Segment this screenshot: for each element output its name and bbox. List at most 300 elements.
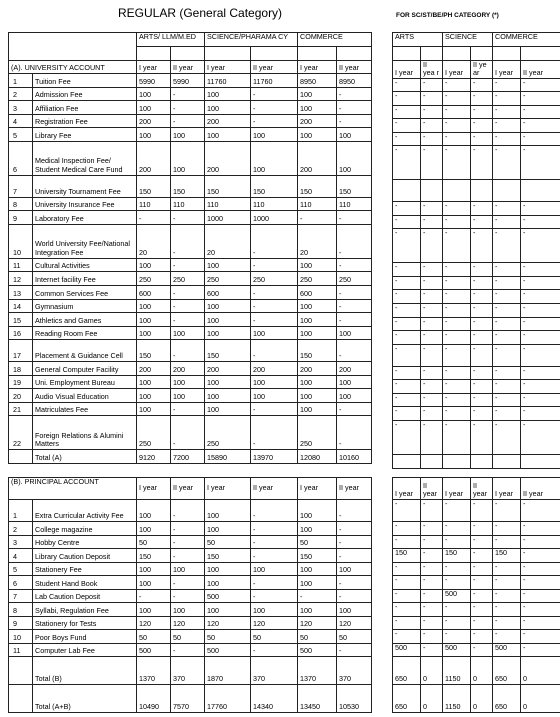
side-value: - [393,576,421,590]
side-value: - [421,616,443,630]
side-value: - [443,630,471,644]
side-group-header: SCIENCE [443,33,493,47]
table-row [9,101,372,115]
side-value: - [521,276,560,290]
blank-cell [471,47,493,61]
fee-value: 100 [171,562,205,576]
year-header: II year [251,478,298,500]
side-total-value: 650 [393,657,421,685]
side-value: - [521,105,560,119]
row-number: 1 [9,74,33,88]
fee-value: 120 [251,616,298,630]
side-value: - [493,562,521,576]
total-value: 10160 [337,450,372,464]
side-value: - [421,603,443,617]
fee-name: Extra Curricular Activity Fee [33,500,137,522]
side-value: - [521,603,560,617]
fee-value: 600 [205,285,251,299]
side-value: - [393,105,421,119]
blank-cell [171,47,205,61]
fee-value: - [171,500,205,522]
total-value: 7570 [171,685,205,713]
fee-value: 100 [205,326,251,340]
fee-name: Poor Boys Fund [33,630,137,644]
total-value: 1370 [298,657,337,685]
side-value: - [493,616,521,630]
page-title: REGULAR (General Category) [118,6,283,20]
table-row [9,141,372,175]
section-title: (A). UNIVERSITY ACCOUNT [9,60,137,74]
fee-value: - [137,589,171,603]
fee-value: 500 [137,643,171,657]
total-value: 7200 [171,450,205,464]
table-row [9,285,372,299]
fee-value: - [251,258,298,272]
side-value: - [493,146,521,180]
fee-value: 5990 [137,74,171,88]
side-value: - [421,407,443,421]
side-total-value: 0 [471,657,493,685]
fee-value: 100 [298,299,337,313]
fee-value: 100 [298,101,337,115]
fee-value: - [171,114,205,128]
fee-name: College magazine [33,522,137,536]
table-row [393,276,560,290]
side-value: - [421,202,443,216]
side-value: - [471,215,493,229]
fee-value: - [251,340,298,362]
fee-value: 120 [171,616,205,630]
side-value [521,180,560,202]
side-value: - [393,500,421,522]
blank-cell [421,47,443,61]
table-row [9,535,372,549]
fee-value: - [251,589,298,603]
side-value: - [393,380,421,394]
side-value: - [421,304,443,318]
side-value [471,180,493,202]
side-value: - [521,380,560,394]
table-row [9,643,372,657]
side-value: - [471,78,493,92]
fee-value: 100 [137,522,171,536]
side-value: - [393,393,421,407]
side-value: - [521,215,560,229]
side-value: - [393,535,421,549]
side-value: - [443,304,471,318]
table-row [393,380,560,394]
year-header: I year [137,478,171,500]
side-value: - [521,630,560,644]
row-number: 12 [9,272,33,286]
fee-value: - [337,402,372,416]
fee-value: 100 [298,389,337,403]
fee-value: 100 [171,141,205,175]
table-row [393,47,560,61]
fee-value: - [337,258,372,272]
side-value: - [421,78,443,92]
fee-name: Stationery Fee [33,562,137,576]
side-value: - [471,603,493,617]
fee-value: 250 [137,416,171,450]
total-value: 13450 [298,685,337,713]
side-value: 500 [443,589,471,603]
table-row [393,589,560,603]
table-row [9,74,372,88]
fee-value: - [337,87,372,101]
fee-value: 200 [337,362,372,376]
side-total-value: 0 [421,685,443,713]
row-number: 5 [9,562,33,576]
fee-value: - [298,211,337,225]
table-row [9,549,372,563]
fee-value: - [251,87,298,101]
fee-value: 100 [171,128,205,142]
side-value: - [471,276,493,290]
side-year-header: II year [521,60,560,78]
table-row [9,299,372,313]
blank-cell [251,47,298,61]
side-value: - [493,317,521,331]
side-value: - [471,92,493,106]
fee-value: 100 [251,128,298,142]
side-value: - [521,522,560,536]
fee-value: 200 [251,362,298,376]
fee-value: 1000 [251,211,298,225]
fee-value: - [171,522,205,536]
blank-cell [137,47,171,61]
row-number: 8 [9,603,33,617]
side-value: - [421,331,443,345]
fee-value: 100 [298,603,337,617]
side-value: - [521,407,560,421]
fee-value: 50 [205,535,251,549]
side-value: - [443,522,471,536]
fee-value: 100 [298,87,337,101]
group-header: ARTS/ LLM/M.ED [137,33,205,47]
fee-value: 50 [251,630,298,644]
side-value: - [393,317,421,331]
table-row [393,215,560,229]
row-number: 15 [9,313,33,327]
fee-value: 150 [298,175,337,197]
side-value: - [443,500,471,522]
side-value: - [421,643,443,657]
blank-cell [9,450,33,464]
table-row [9,114,372,128]
table-row [9,478,372,500]
fee-value: - [171,643,205,657]
table-row [9,60,372,74]
fee-value: 150 [337,175,372,197]
side-value: - [521,146,560,180]
fee-value: 200 [137,141,171,175]
side-value: - [421,576,443,590]
side-value: - [493,119,521,133]
fee-value: 100 [298,326,337,340]
side-value: - [471,420,493,454]
fee-value: 100 [171,389,205,403]
side-value: - [521,576,560,590]
fee-name: Admission Fee [33,87,137,101]
side-value: - [443,146,471,180]
fee-value: 100 [298,313,337,327]
side-value: - [521,290,560,304]
fee-value: 100 [298,562,337,576]
fee-value: 200 [205,362,251,376]
side-value: 150 [493,549,521,563]
fee-name: University Tournament Fee [33,175,137,197]
side-value: - [393,522,421,536]
side-value: - [393,331,421,345]
blank-cell [337,47,372,61]
side-year-header: II yea r [421,60,443,78]
fee-value: - [298,589,337,603]
side-value: - [521,132,560,146]
fee-value: - [251,549,298,563]
table-row [9,616,372,630]
side-value: - [493,92,521,106]
side-value: - [393,215,421,229]
row-number: 4 [9,549,33,563]
fee-value: 100 [205,101,251,115]
side-value: - [493,420,521,454]
fee-name: Cultural Activities [33,258,137,272]
fee-value: - [337,500,372,522]
side-value: - [493,500,521,522]
fee-value: 100 [171,603,205,617]
side-group-header: ARTS [393,33,443,47]
side-value: - [493,78,521,92]
side-value: - [521,366,560,380]
fee-value: - [171,87,205,101]
side-value: - [393,562,421,576]
fee-value: 1000 [205,211,251,225]
side-value: - [393,202,421,216]
fee-value: - [251,643,298,657]
fee-value: - [337,535,372,549]
fee-name: Student Hand Book [33,576,137,590]
table-row [9,224,372,258]
blank-cell [493,47,521,61]
fee-value: - [171,589,205,603]
side-value: - [521,393,560,407]
group-header: SCIENCE/PHARAMA CY [205,33,298,47]
table-row [9,500,372,522]
fee-name: Medical Inspection Fee/ Student Medical Care Fund [33,141,137,175]
row-number: 22 [9,416,33,450]
fee-name: Audio Visual Education [33,389,137,403]
table-row [9,175,372,197]
side-total-value: 0 [421,657,443,685]
side-value: - [471,549,493,563]
table-row [393,331,560,345]
side-value: - [521,92,560,106]
fee-value: 600 [137,285,171,299]
fee-value: 8950 [337,74,372,88]
fee-value: - [251,299,298,313]
total-value: 15890 [205,450,251,464]
fee-value: 250 [337,272,372,286]
table-row [9,258,372,272]
fee-value: 100 [205,522,251,536]
side-value: - [493,344,521,366]
side-value: - [493,290,521,304]
fee-value: - [251,285,298,299]
table-row [393,603,560,617]
side-value: 500 [393,643,421,657]
fee-value: 100 [137,326,171,340]
fee-value: 100 [205,500,251,522]
fee-value: 100 [337,375,372,389]
fee-value: - [171,258,205,272]
side-value: - [443,407,471,421]
fee-value: 100 [205,603,251,617]
table-row [393,630,560,644]
total-value: 370 [171,657,205,685]
table-row [9,375,372,389]
side-value: - [471,407,493,421]
fee-value: 100 [137,603,171,617]
side-value: - [521,119,560,133]
fee-name: Library Caution Deposit [33,549,137,563]
fee-value: - [337,549,372,563]
fee-value: 100 [205,389,251,403]
fee-value: - [251,114,298,128]
side-value: - [493,366,521,380]
table-row [393,105,560,119]
table-row [9,128,372,142]
fee-value: - [171,313,205,327]
fee-value: - [337,643,372,657]
year-header: II year [337,478,372,500]
fee-value: 500 [298,643,337,657]
fee-value: 20 [205,224,251,258]
side-value: - [443,317,471,331]
fee-value: 20 [298,224,337,258]
side-value: - [521,643,560,657]
fee-value: 100 [337,326,372,340]
table-row [393,344,560,366]
fee-value: - [251,224,298,258]
fee-value: 100 [298,576,337,590]
table-row [9,313,372,327]
row-number: 13 [9,285,33,299]
table-row [393,420,560,454]
fee-value: 100 [205,128,251,142]
fee-value: 250 [298,272,337,286]
side-value: - [443,202,471,216]
fee-value: 100 [337,603,372,617]
table-row [393,522,560,536]
fee-value: 100 [251,562,298,576]
side-value: - [393,78,421,92]
table-row [393,366,560,380]
total-value: 370 [337,657,372,685]
fee-value: 100 [251,326,298,340]
table-row [393,33,560,47]
side-value: - [471,589,493,603]
side-value: - [393,119,421,133]
row-number: 9 [9,211,33,225]
row-number: 8 [9,197,33,211]
side-value: - [443,380,471,394]
side-year-header: I year [393,60,421,78]
fee-name: Internet facility Fee [33,272,137,286]
fee-name: Foreign Relations & Alumini Matters [33,416,137,450]
fee-value: - [171,549,205,563]
side-year-header: I year [443,478,471,500]
fee-value: - [171,285,205,299]
side-value: - [471,380,493,394]
year-header: I year [205,478,251,500]
side-value: - [521,263,560,277]
year-header: I year [137,60,171,74]
year-header: II year [251,60,298,74]
table-row [9,87,372,101]
fee-value: 100 [298,402,337,416]
side-value: - [393,630,421,644]
table-row [393,229,560,263]
fee-value: 100 [137,101,171,115]
fee-value: 120 [298,616,337,630]
side-table-title: FOR SC/ST/BE/PH CATEGORY (*) [396,12,499,19]
fee-value: - [337,313,372,327]
side-total-value: 0 [471,685,493,713]
fee-value: 100 [337,562,372,576]
fee-value: - [171,211,205,225]
side-value: - [443,132,471,146]
fee-value: - [337,101,372,115]
side-value: - [521,549,560,563]
side-year-header: I year [393,478,421,500]
total-value: 12080 [298,450,337,464]
fee-name: Common Services Fee [33,285,137,299]
side-value: - [493,263,521,277]
fee-value: 200 [137,362,171,376]
row-number: 6 [9,141,33,175]
table-row [9,197,372,211]
row-number: 19 [9,375,33,389]
fee-value: 100 [251,603,298,617]
fee-value: 100 [137,500,171,522]
table-row [393,92,560,106]
side-value: - [471,119,493,133]
fee-name: Lab Caution Deposit [33,589,137,603]
fee-name: Hobby Centre [33,535,137,549]
side-value: - [421,92,443,106]
side-value: - [421,366,443,380]
fee-value: 110 [337,197,372,211]
fee-value: 100 [298,500,337,522]
table-row [9,589,372,603]
total-label: Total (B) [33,657,137,685]
side-value [393,180,421,202]
fee-value: 150 [205,175,251,197]
fee-value: 100 [137,389,171,403]
fee-value: 100 [205,87,251,101]
fee-value: - [337,522,372,536]
fee-value: - [171,101,205,115]
side-value: - [493,407,521,421]
fee-value: 110 [298,197,337,211]
fee-value: - [251,522,298,536]
fee-value: 8950 [298,74,337,88]
fee-value: 250 [205,272,251,286]
side-group-header: COMMERCE [493,33,560,47]
fee-value: 50 [298,630,337,644]
side-value: - [443,331,471,345]
